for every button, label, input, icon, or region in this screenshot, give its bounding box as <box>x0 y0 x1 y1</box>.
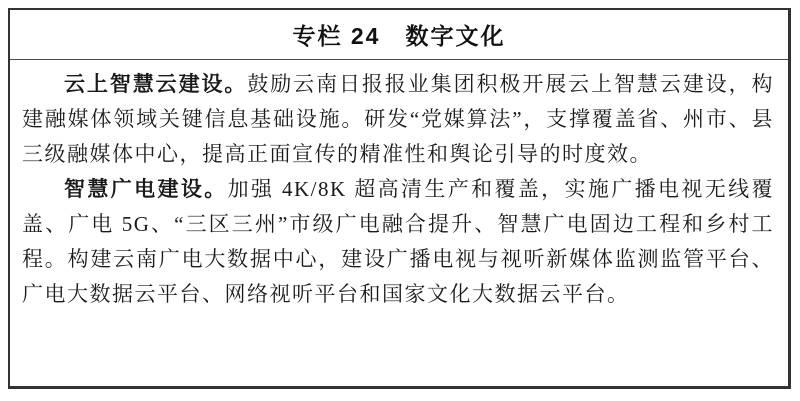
paragraph-text: 鼓励云南日报报业集团积极开展云上智慧云建设，构建融媒体领域关键信息基础设施。研发“党媒算法”，支撑覆盖省、州市、县三级融媒体中心，提高正面宣传的精准性和舆论引导的时度效。 <box>22 72 775 166</box>
column-box <box>8 8 791 389</box>
paragraph-lead: 智慧广电建设。 <box>64 177 228 201</box>
paragraph-smart-broadcasting <box>22 172 774 312</box>
column-title-row <box>10 10 788 60</box>
column-body <box>10 60 788 312</box>
paragraph-text: 加强 4K/8K 超高清生产和覆盖，实施广播电视无线覆盖、广电 5G、“三区三州”市级广电融合提升、智慧广电固边工程和乡村工程。构建云南广电大数据中心，建设广播电视与视听新媒体监测监管平台、广电大数据云平台、网络视听平台和国家文化大数据云平台。 <box>22 177 775 306</box>
paragraph-cloud-media <box>22 67 774 172</box>
paragraph-lead: 云上智慧云建设。 <box>64 72 248 96</box>
column-title: 专栏 24 数字文化 <box>292 23 506 49</box>
